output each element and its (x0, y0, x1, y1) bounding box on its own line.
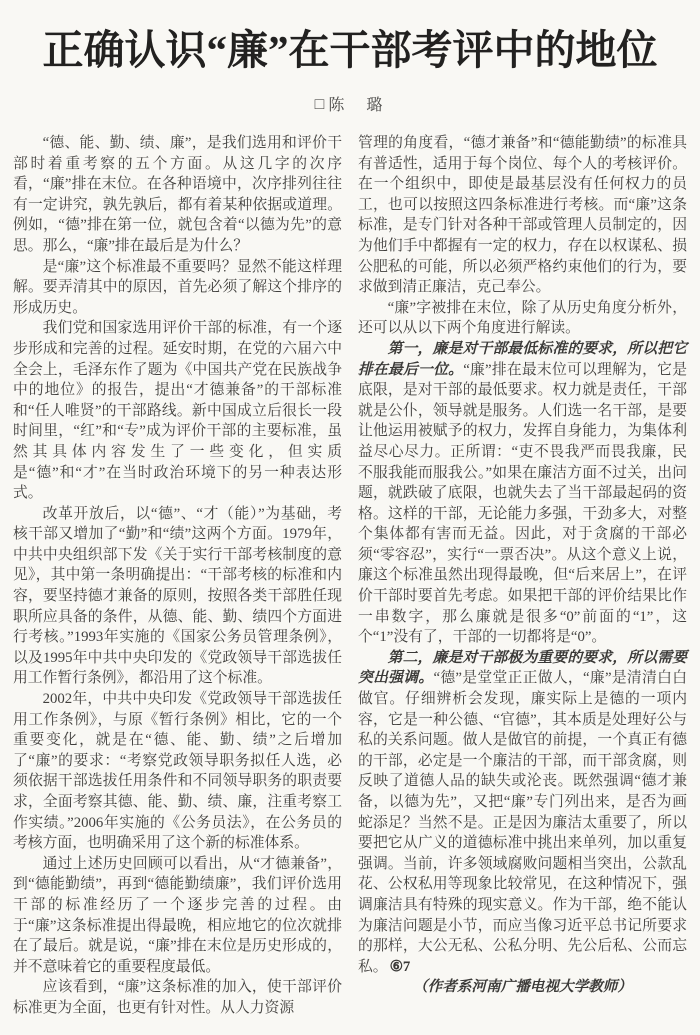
paragraph: 改革开放后，以“德”、“才（能）”为基础，考核干部又增加了“勤”和“绩”这两个方面。1979年，中共中央组织部下发《关于实行干部考核制度的意见》，其中第一条明确提出：“干部考核的标准和内容，要坚持德才兼备的原则，按照各类干部胜任现职所应具备的条件，从德、能、勤、绩四个方面进行考核。”1993年实施的《国家公务员管理条例》，以及1995年中共中央印发的《党政领导干部选拔任用工作暂行条例》，都沿用了这个标准。 (13, 505, 342, 687)
paragraph: 应该看到，“廉”这条标准的加入，使干部评价标准更为全面，也更有针对性。从人力资源 (13, 979, 342, 1016)
paragraph: “廉”字被排在末位，除了从历史角度分析外，还可以从以下两个角度进行解读。 (358, 299, 687, 337)
paragraph: 通过上述历史回顾可以看出，从“才德兼备”，到“德能勤绩”，再到“德能勤绩廉”，我们评价选用干部的标准经历了一个逐步完善的过程。由于“廉”这条标准提出得最晚，相应地它的位次就排在了最后。就是说，“廉”排在末位是历史形成的，并不意味着它的重要程度最低。 (13, 855, 342, 975)
paragraph: 第一，廉是对干部最低标准的要求，所以把它排在最后一位。“廉”排在最末位可以理解为，它是底限，是对干部的最低要求。权力就是责任，干部就是公仆，领导就是服务。人们选一名干部，是要让他运用被赋予的权力，发挥自身能力，为集体利益尽心尽力。正所谓：“吏不畏我严而畏我廉，民不服我能而服我公。”如果在廉洁方面不过关，出问题，就跌破了底限，也就失去了当干部最起码的资格。这样的干部，无论能力多强，干劲多大，对整个集体都有害而无益。因此，对于贪腐的干部必须“零容忍”，实行“一票否决”。从这个意义上说，廉这个标准虽然出现得最晚，但“后来居上”，在评价干部时要首先考虑。如果把干部的评价结果比作一串数字，那么廉就是很多“0”前面的“1”，这个“1”没有了，干部的一切都将是“0”。 (358, 340, 687, 646)
emphasis-lead: 第一，廉是对干部最低标准的要求，所以把它排在最后一位。 (358, 340, 687, 378)
paragraph: 我们党和国家选用评价干部的标准，有一个逐步形成和完善的过程。延安时期，在党的六届六中全会上，毛泽东作了题为《中国共产党在民族战争中的地位》的报告，提出“才德兼备”的干部标准和“任人唯贤”的干部路线。新中国成立后很长一段时间里，“红”和“专”成为评价干部的主要标准，虽然其具体内容发生了一些变化，但实质是“德”和“才”在当时政治环境下的另一种表达形式。 (13, 320, 342, 502)
article-title: 正确认识“廉”在干部考评中的地位 (42, 27, 658, 73)
right-column (358, 133, 687, 1019)
left-column (13, 133, 342, 1019)
paragraph: 管理的角度看，“德才兼备”和“德能勤绩”的标准具有普适性，适用于每个岗位、每个人的考核评价。在一个组织中，即使是最基层没有任何权力的员工，也可以按照这四条标准进行考核。而“廉”这条标准，是专门针对各种干部或管理人员制定的，因为他们手中都握有一定的权力，存在以权谋私、损公肥私的可能，所以必须严格约束他们的行为，要求做到清正廉洁，克己奉公。 (358, 135, 687, 296)
author-note: （作者系河南广播电视大学教师） (413, 979, 632, 996)
paragraph: “德、能、勤、绩、廉”，是我们选用和评价干部时着重考察的五个方面。从这几字的次序看，“廉”排在末位。在各种语境中，次序排列往往有一定讲究，孰先孰后，都有着某种依据或道理。例如，“德”排在第一位，就包含着“以德为先”的意思。那么，“廉”排在最后是为什么？ (13, 135, 342, 254)
paragraph: 2002年，中共中央印发《党政领导干部选拔任用工作条例》，与原《暂行条例》相比，它的一个重要变化，就是在“德、能、勤、绩”之后增加了“廉”的要求：“考察党政领导职务拟任人选，必须依据干部选拔任用条件和不同领导职务的职责要求，全面考察其德、能、勤、绩、廉，注重考察工作实绩。”2006年实施的《公务员法》，在公务员的考核方面，也明确采用了这个新的标准体系。 (13, 691, 342, 852)
article-columns (13, 133, 687, 1019)
end-of-article-mark: ⑥7 (389, 958, 411, 975)
byline (13, 92, 687, 115)
emphasis-lead: 第二，廉是对干部极为重要的要求，所以需要突出强调。 (358, 649, 687, 687)
paragraph: 是“廉”这个标准最不重要吗？显然不能这样理解。要弄清其中的原因，首先必须了解这个排序的形成历史。 (13, 258, 342, 316)
author-name: 陈 璐 (328, 97, 386, 114)
author-square-icon: □ (314, 96, 325, 113)
paragraph: 第二，廉是对干部极为重要的要求，所以需要突出强调。“德”是堂堂正正做人，“廉”是清清白白做官。仔细辨析会发现，廉实际上是德的一项内容，它是一种公德、“官德”，其本质是处理好公与私的关系问题。做人是做官的前提，一个真正有德的干部，必定是一个廉洁的干部，而干部贪腐，则反映了道德人品的缺失或沦丧。既然强调“德才兼备，以德为先”，又把“廉”专门列出来，是否为画蛇添足？当然不是。正是因为廉洁太重要了，所以要把它从广义的道德标准中挑出来单列，加以重复强调。当前，许多领域腐败问题相当突出，公款乱花、公权私用等现象比较常见，在这种情况下，强调廉洁具有特殊的现实意义。作为干部，绝不能认为廉洁问题是小节，而应当像习近平总书记所要求的那样，大公无私、公私分明、先公后私、公而忘私。 ⑥7 (358, 649, 687, 975)
